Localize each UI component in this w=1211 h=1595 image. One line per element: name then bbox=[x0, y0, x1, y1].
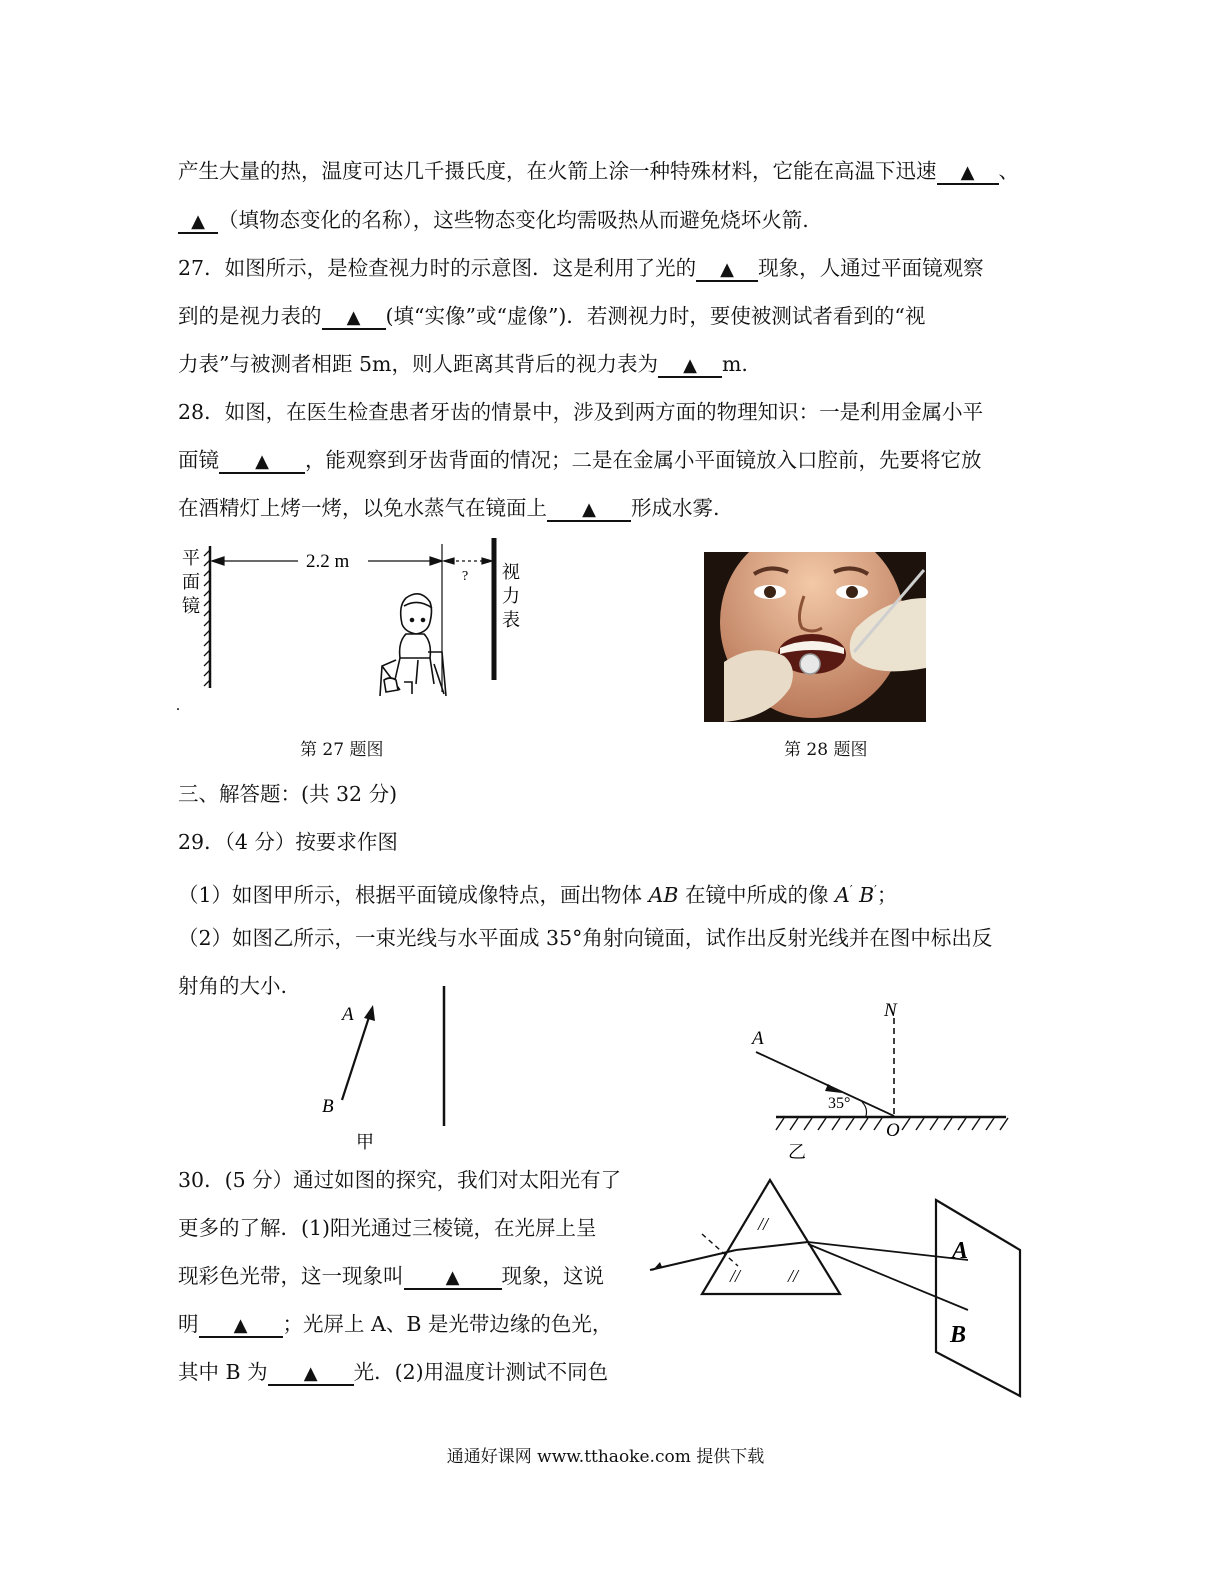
arrow-head-icon bbox=[364, 1005, 375, 1021]
figure-caption: 甲 bbox=[356, 1132, 374, 1152]
mirror-label: 平 bbox=[182, 548, 200, 568]
ray-arrow-icon bbox=[825, 1084, 842, 1093]
page-footer: 通通好课网 www.tthaoke.com 提供下载 bbox=[446, 1447, 765, 1467]
seated-person-icon bbox=[380, 594, 446, 696]
ray-a bbox=[808, 1242, 968, 1260]
answer-blank[interactable]: ▲ bbox=[199, 1312, 283, 1338]
answer-blank[interactable]: ▲ bbox=[547, 496, 631, 522]
band-a-label: A bbox=[952, 1238, 969, 1264]
q28-line2: 面镜 ▲ ，能观察到牙齿背面的情况；二是在金属小平面镜放入口腔前，先要将它放 bbox=[178, 448, 982, 472]
normal-label: N bbox=[884, 1000, 897, 1021]
answer-blank[interactable]: ▲ bbox=[937, 159, 999, 185]
prism-mark: // bbox=[730, 1266, 741, 1286]
figure-caption: 第 27 题图 bbox=[300, 740, 384, 760]
dentist-photo bbox=[704, 552, 926, 722]
mirror-label: 镜 bbox=[182, 596, 200, 616]
ray-a-label: A bbox=[752, 1028, 764, 1049]
incident-ray bbox=[756, 1052, 894, 1116]
prism-dispersion-diagram bbox=[650, 1170, 1050, 1410]
q29-part2-line2: 射角的大小. bbox=[178, 974, 288, 998]
q29-part2-line1: （2）如图乙所示，一束光线与水平面成 35°角射向镜面，试作出反射光线并在图中标出反 bbox=[178, 926, 993, 950]
figure-caption: 乙 bbox=[788, 1142, 806, 1162]
prism-mark: // bbox=[758, 1214, 769, 1234]
q28-line1: 28．如图，在医生检查患者牙齿的情景中，涉及到两方面的物理知识：一是利用金属小平 bbox=[178, 400, 984, 424]
answer-blank[interactable]: ▲ bbox=[696, 256, 758, 282]
point-a-label: A bbox=[342, 1004, 354, 1025]
figure-yi bbox=[752, 1000, 1020, 1170]
point-b-label: B bbox=[322, 1096, 334, 1117]
answer-blank[interactable]: ▲ bbox=[268, 1360, 354, 1386]
section-heading: 三、解答题：(共 32 分) bbox=[178, 782, 398, 806]
light-screen bbox=[936, 1200, 1020, 1396]
answer-blank[interactable]: ▲ bbox=[178, 208, 218, 234]
angle-label: 35° bbox=[828, 1095, 851, 1112]
angle-arc bbox=[862, 1102, 867, 1116]
object-arrow bbox=[342, 1014, 370, 1100]
distance-label: 2.2 m bbox=[306, 551, 350, 572]
mirror-hatch bbox=[204, 546, 210, 688]
q27-line2: 到的是视力表的 ▲ (填“实像”或“虚像”)．若测视力时，要使被测试者看到的“视 bbox=[178, 304, 926, 328]
q28-line3: 在酒精灯上烤一烤，以免水蒸气在镜面上 ▲ 形成水雾. bbox=[178, 496, 720, 520]
q29-part1: （1）如图甲所示，根据平面镜成像特点，画出物体 AB 在镜中所成的像 A′ B′； bbox=[178, 882, 898, 907]
q30-line4: 明 ▲ ；光屏上 A、B 是光带边缘的色光， bbox=[178, 1312, 613, 1336]
chart-label: 视 bbox=[502, 562, 520, 582]
vision-test-diagram bbox=[178, 540, 518, 740]
figure-caption: 第 28 题图 bbox=[784, 740, 868, 760]
q29-title: 29．（4 分）按要求作图 bbox=[178, 830, 398, 854]
answer-blank[interactable]: ▲ bbox=[322, 304, 386, 330]
q30-line3: 现彩色光带，这一现象叫 ▲ 现象，这说 bbox=[178, 1264, 604, 1288]
prism-triangle bbox=[702, 1180, 840, 1294]
mirror-label: 面 bbox=[182, 572, 200, 592]
refracted-ray bbox=[736, 1242, 808, 1250]
ray-arrow-icon bbox=[652, 1262, 662, 1271]
point-o-label: O bbox=[886, 1120, 900, 1141]
ray-b bbox=[808, 1244, 968, 1310]
dental-exam-illustration bbox=[704, 552, 926, 722]
q27-line1: 27．如图所示，是检查视力时的示意图．这是利用了光的 ▲ 现象，人通过平面镜观察 bbox=[178, 256, 984, 280]
answer-blank[interactable]: ▲ bbox=[404, 1264, 502, 1290]
q26-line1: 产生大量的热，温度可达几千摄氏度，在火箭上涂一种特殊材料，它能在高温下迅速 ▲ 、 bbox=[178, 159, 1019, 183]
stray-dot: . bbox=[176, 697, 180, 714]
q30-line1: 30．(5 分）通过如图的探究，我们对太阳光有了 bbox=[178, 1168, 622, 1192]
distance-arrow bbox=[212, 544, 492, 692]
figure-jia bbox=[320, 984, 470, 1154]
unknown-distance-label: ? bbox=[462, 569, 469, 584]
chart-label: 力 bbox=[502, 586, 520, 606]
answer-blank[interactable]: ▲ bbox=[219, 448, 305, 474]
q26-line2: ▲ （填物态变化的名称），这些物态变化均需吸热从而避免烧坏火箭. bbox=[178, 206, 809, 234]
prism-mark: // bbox=[788, 1266, 799, 1286]
q30-line5: 其中 B 为 ▲ 光．(2)用温度计测试不同色 bbox=[178, 1360, 609, 1384]
q30-line2: 更多的了解．(1)阳光通过三棱镜，在光屏上呈 bbox=[178, 1216, 597, 1240]
answer-blank[interactable]: ▲ bbox=[658, 352, 722, 378]
chart-label: 表 bbox=[502, 610, 520, 630]
band-b-label: B bbox=[950, 1322, 967, 1348]
q27-line3: 力表”与被测者相距 5m，则人距离其背后的视力表为 ▲ m. bbox=[178, 352, 748, 376]
